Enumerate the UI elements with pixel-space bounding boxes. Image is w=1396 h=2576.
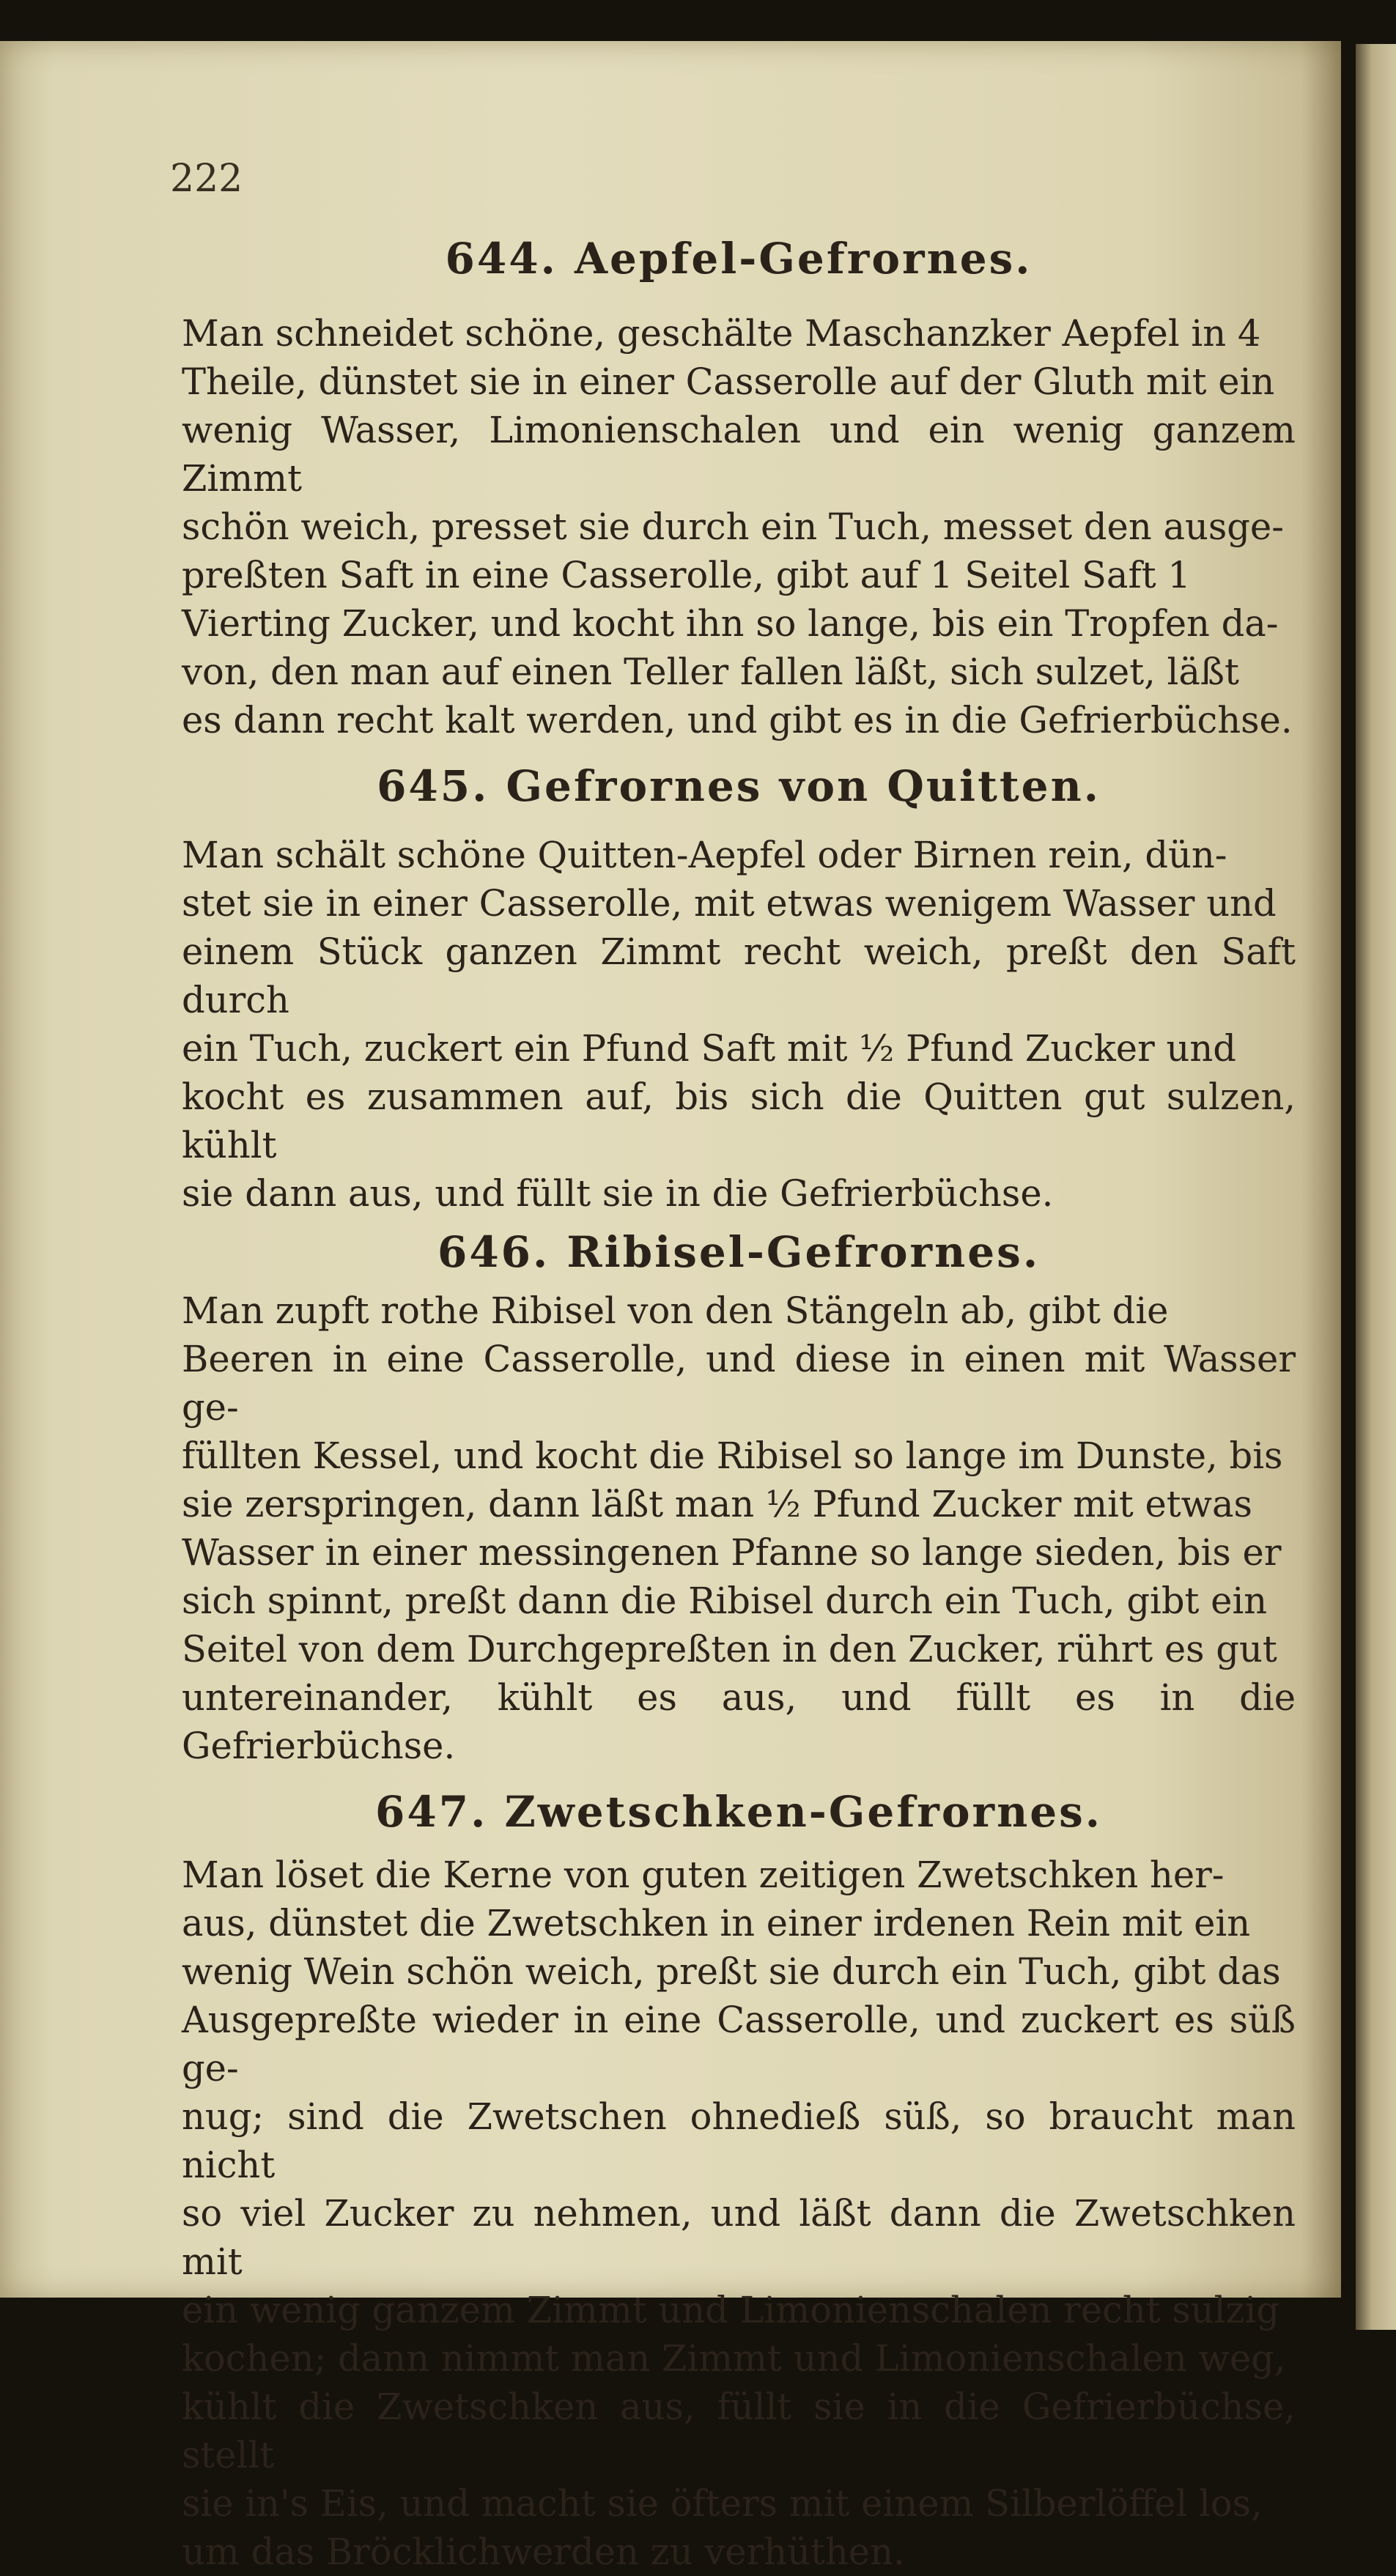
- page-number: 222: [170, 157, 243, 201]
- recipe-text: Man schält schöne Quitten-Aepfel oder Birnen rein, dün- stet sie in einer Casserolle, mit etwas wenigem Wasser und einem Stück ganzen Zimmt recht weich, preßt den Saft durch ein Tuch, zuckert ein Pfund Saft mit ½ Pfund Zucker und kocht es zusammen auf, bis sich die Quitten gut sulzen, kühlt sie dann aus, und füllt sie in die Gefrierbüchse.: [182, 834, 1296, 1215]
- recipe-text: Man schneidet schöne, geschälte Maschanzker Aepfel in 4 Theile, dünstet sie in einer Casserolle auf der Gluth mit ein wenig Wasser, Limonienschalen und ein wenig ganzem Zimmt schön weich, presset sie durch ein Tuch, messet den ausge- preßten Saft in eine Casserolle, gibt auf 1 Seitel Saft 1 Vierting Zucker, und kocht ihn so lange, bis ein Tropfen da- von, den man auf einen Teller fallen läßt, sich sulzet, läßt es dann recht kalt werden, und gibt es in die Gefrierbüchse.: [182, 312, 1296, 741]
- adjacent-page-edge: [1356, 44, 1396, 2330]
- recipe-title: 647. Zwetschken-Gefrornes.: [375, 1787, 1102, 1837]
- page-content: [182, 233, 1296, 2576]
- recipe-text: Man zupft rothe Ribisel von den Stängeln ab, gibt die Beeren in eine Casserolle, und diese in einen mit Wasser ge- füllten Kessel, und kocht die Ribisel so lange im Dunste, bis sie zerspringen, dann läßt man ½ Pfund Zucker mit etwas Wasser in einer messingenen Pfanne so lange sieden, bis er sich spinnt, preßt dann die Ribisel durch ein Tuch, gibt ein Seitel von dem Durchgepreßten in den Zucker, rührt es gut untereinander, kühlt es aus, und füllt es in die Gefrierbüchse.: [182, 1289, 1296, 1767]
- recipe-title: 645. Gefrornes von Quitten.: [377, 761, 1101, 811]
- recipe-645: [182, 760, 1296, 1218]
- recipe-title: 644. Aepfel-Gefrornes.: [445, 234, 1033, 284]
- recipe-title: 646. Ribisel-Gefrornes.: [437, 1227, 1041, 1277]
- recipe-646: [182, 1226, 1296, 1770]
- recipe-644: [182, 233, 1296, 744]
- recipe-647: [182, 1786, 1296, 2576]
- recipe-text: Man löset die Kerne von guten zeitigen Zwetschken her- aus, dünstet die Zwetschken in einer irdenen Rein mit ein wenig Wein schön weich, preßt sie durch ein Tuch, gibt das Ausgepreßte wieder in eine Casserolle, und zuckert es süß ge- nug; sind die Zwetschen ohnedieß süß, so braucht man nicht so viel Zucker zu nehmen, und läßt dann die Zwetschken mit ein wenig ganzem Zimmt und Limonienschalen recht sulzig kochen; dann nimmt man Zimmt und Limonienschalen weg, kühlt die Zwetschken aus, füllt sie in die Gefrierbüchse, stellt sie in's Eis, und macht sie öfters mit einem Silberlöffel los, um das Bröcklichwerden zu verhüthen.: [182, 1854, 1296, 2573]
